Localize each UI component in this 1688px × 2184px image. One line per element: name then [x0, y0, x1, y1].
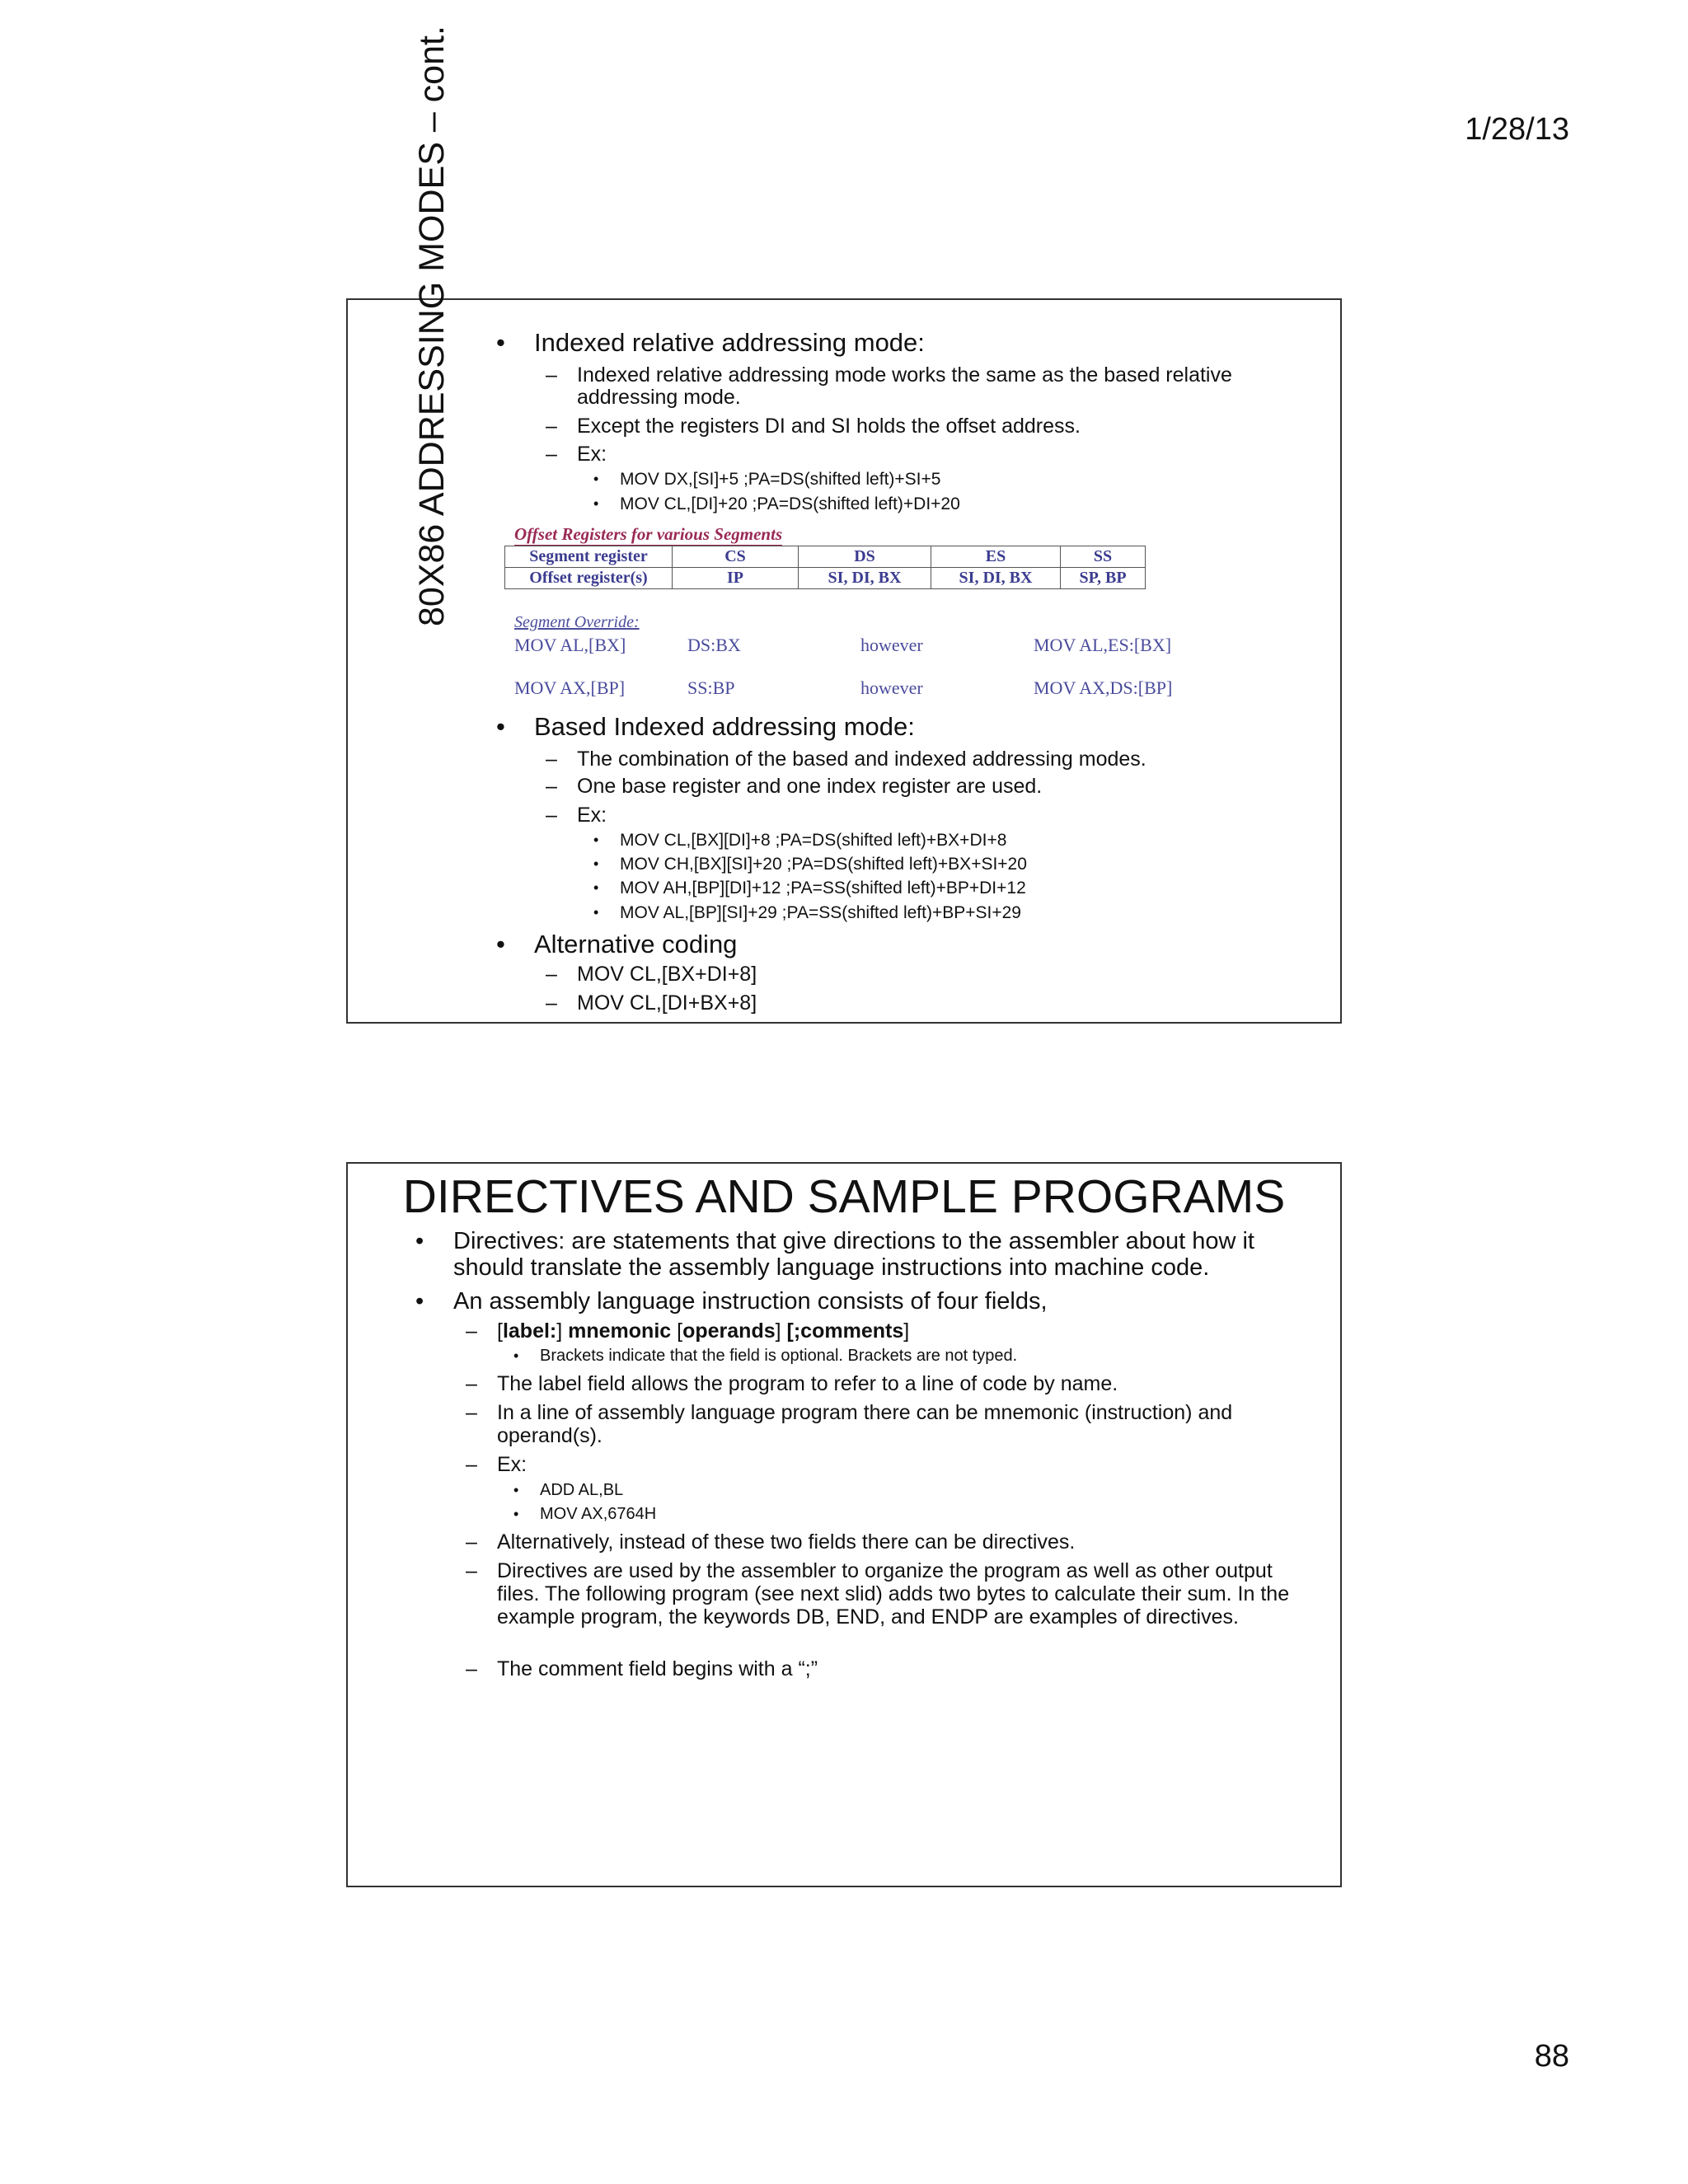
segment-override-cell: however [860, 677, 923, 698]
bracket: ] [556, 1319, 569, 1343]
instruction-bullet: • An assembly language instruction consists of four fields, [453, 1288, 1311, 1315]
segment-override-cell: MOV AL,[BX] [514, 635, 626, 655]
alt-coding-heading: • Alternative coding [534, 930, 737, 959]
table-cell: Offset register(s) [505, 568, 673, 589]
table-cell: DS [799, 546, 931, 568]
table-row [505, 546, 1146, 568]
alt-coding-point: – MOV CL,[BX+DI+8] [577, 963, 757, 986]
mnemonic-point: – In a line of assembly language program there can be mnemonic (instruction) and operand(s). [497, 1401, 1305, 1447]
instruction-format [497, 1319, 909, 1343]
based-indexed-example: • MOV CL,[BX][DI]+8 ;PA=DS(shifted left)+BX+DI+8 [620, 831, 1006, 851]
segment-override-cell: however [860, 635, 923, 655]
indexed-point: – Indexed relative addressing mode works the same as the based relative [577, 363, 1232, 387]
offset-register-table [504, 546, 1146, 589]
based-indexed-point: – Ex: [577, 804, 607, 827]
directives-point: – Directives are used by the assembler to organize the program as well as other output files. The following program (see next slid) adds two bytes to calculate their sum. In the example program, the keywords DB, END, and ENDP are examples of directives. [497, 1559, 1305, 1629]
comment-point: – The comment field begins with a “;” [497, 1657, 818, 1680]
alt-coding-point: – MOV CL,[DI+BX+8] [577, 991, 757, 1015]
segment-override-cell: MOV AX,[BP] [514, 677, 626, 698]
indexed-point-cont: addressing mode. [577, 386, 741, 409]
page-date: 1/28/13 [1465, 112, 1569, 147]
label-field: label: [502, 1319, 557, 1343]
table-cell: SI, DI, BX [799, 568, 931, 589]
mnemonic-field: mnemonic [568, 1319, 672, 1343]
slide-title: DIRECTIVES AND SAMPLE PROGRAMS [402, 1170, 1286, 1223]
operands-field: operands [682, 1319, 776, 1343]
segment-override-title: Segment Override: [514, 613, 640, 631]
table-cell: SI, DI, BX [931, 568, 1061, 589]
segment-override-cell: MOV AX,DS:[BP] [1034, 677, 1173, 698]
based-indexed-example: • MOV AH,[BP][DI]+12 ;PA=SS(shifted left)+BP+DI+12 [620, 879, 1026, 898]
page-number: 88 [1534, 2039, 1569, 2074]
bracket: ] [903, 1319, 910, 1343]
example-code: • MOV AX,6764H [540, 1505, 656, 1524]
table-row [505, 568, 1146, 589]
example-code: • ADD AL,BL [540, 1481, 623, 1500]
bracket: ] [775, 1319, 787, 1343]
bracket: [ [497, 1319, 503, 1343]
bracket: [ [671, 1319, 683, 1343]
format-note: • Brackets indicate that the field is optional. Brackets are not typed. [540, 1347, 1017, 1366]
table-cell: SP, BP [1061, 568, 1146, 589]
table-cell: IP [673, 568, 799, 589]
segment-override-cell: SS:BP [687, 677, 735, 698]
based-indexed-example: • MOV CH,[BX][SI]+20 ;PA=DS(shifted left)+BX+SI+20 [620, 855, 1027, 874]
segment-override-cell: MOV AL,ES:[BX] [1034, 635, 1172, 655]
indexed-point: – Except the registers DI and SI holds the offset address. [577, 415, 1081, 438]
label-point: – The label field allows the program to refer to a line of code by name. [497, 1372, 1118, 1395]
slide-vertical-title: 80X86 ADDRESSING MODES – cont. [412, 26, 452, 626]
ex-point: – Ex: [497, 1453, 527, 1476]
indexed-example: • MOV CL,[DI]+20 ;PA=DS(shifted left)+DI+20 [620, 494, 960, 514]
based-indexed-example: • MOV AL,[BP][SI]+29 ;PA=SS(shifted left)+BP+SI+29 [620, 903, 1021, 923]
comments-field: [;comments [786, 1319, 904, 1343]
indexed-example: • MOV DX,[SI]+5 ;PA=DS(shifted left)+SI+5 [620, 470, 940, 490]
directives-bullet: • Directives: are statements that give directions to the assembler about how it should translate the assembly language instructions into machine code. [453, 1228, 1311, 1281]
offset-table-title: Offset Registers for various Segments [514, 524, 782, 546]
alternative-point: – Alternatively, instead of these two fields there can be directives. [497, 1530, 1075, 1554]
based-indexed-heading: • Based Indexed addressing mode: [534, 712, 915, 742]
indexed-heading: • Indexed relative addressing mode: [534, 328, 925, 358]
based-indexed-point: – The combination of the based and indexed addressing modes. [577, 748, 1146, 771]
indexed-point: – Ex: [577, 443, 607, 466]
table-cell: CS [673, 546, 799, 568]
segment-override-cell: DS:BX [687, 635, 741, 655]
table-cell: SS [1061, 546, 1146, 568]
based-indexed-point: – One base register and one index register are used. [577, 775, 1042, 798]
table-cell: ES [931, 546, 1061, 568]
table-cell: Segment register [505, 546, 673, 568]
